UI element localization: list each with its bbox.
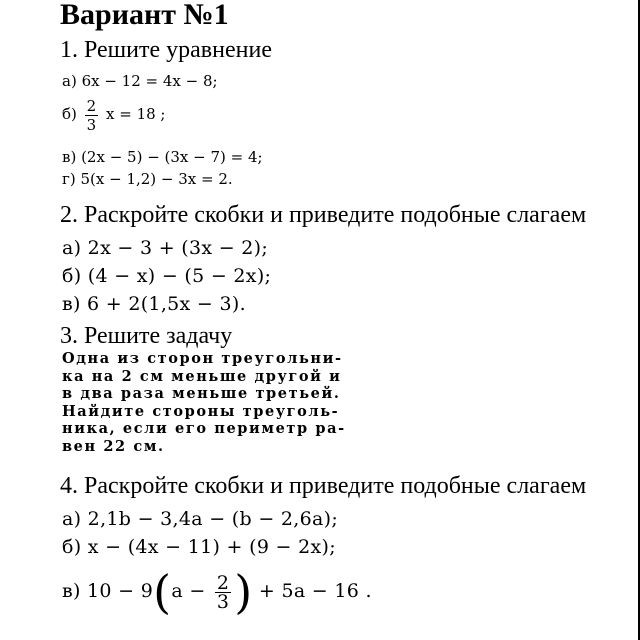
task1-item-b-numerator: 2 (86, 96, 97, 115)
task4-item-v-denominator: 3 (216, 590, 230, 613)
task4-item-v-rest: + 5a − 16 . (258, 580, 372, 602)
task1-item-b-rest: x = 18 ; (106, 105, 166, 123)
task1-item-v: в) (2x − 5) − (3x − 7) = 4; (62, 148, 263, 166)
task1-item-b (62, 94, 165, 134)
task1-item-b-fraction (85, 97, 99, 134)
task4-item-v-prefix: в) 10 − 9 (62, 580, 154, 602)
task2-heading: 2. Раскройте скобки и приведите подобные слагаем (60, 202, 587, 228)
task2-item-v: в) 6 + 2(1,5x − 3). (62, 293, 246, 315)
task4-item-v-inner: a − (171, 580, 206, 602)
task4-item-b: б) x − (4x − 11) + (9 − 2x); (62, 536, 336, 558)
task1-heading: 1. Решите уравнение (60, 37, 272, 63)
variant-title: Вариант №1 (60, 0, 229, 31)
task2-item-b: б) (4 − x) − (5 − 2x); (62, 265, 272, 287)
task2-item-a: а) 2x − 3 + (3x − 2); (62, 237, 269, 259)
task3-line: Найдите стороны треуголь- (62, 402, 340, 420)
task4-item-v (62, 562, 372, 620)
right-paren: ) (234, 565, 253, 619)
task4-heading: 4. Раскройте скобки и приведите подобные слагаем (60, 473, 587, 499)
task4-item-v-numerator: 2 (216, 571, 230, 594)
task3-problem-text (62, 350, 410, 456)
task3-heading: 3. Решите задачу (60, 323, 233, 349)
task1-item-b-denominator: 3 (86, 115, 97, 134)
task4-item-v-fraction (215, 571, 231, 613)
task3-line: в два раза меньше третьей. (62, 385, 341, 403)
task3-line: ника, если его периметр ра- (62, 420, 346, 438)
task3-line: Одна из сторон треугольни- (62, 350, 343, 367)
task1-item-a: а) 6x − 12 = 4x − 8; (62, 72, 218, 90)
task3-line: ка на 2 см меньше другой и (62, 367, 342, 385)
task4-item-a: а) 2,1b − 3,4a − (b − 2,6a); (62, 508, 339, 530)
task3-line: вен 22 см. (62, 437, 165, 455)
left-paren: ( (153, 565, 172, 619)
task1-item-g: г) 5(x − 1,2) − 3x = 2. (62, 170, 233, 188)
task1-item-b-prefix: б) (62, 105, 77, 123)
